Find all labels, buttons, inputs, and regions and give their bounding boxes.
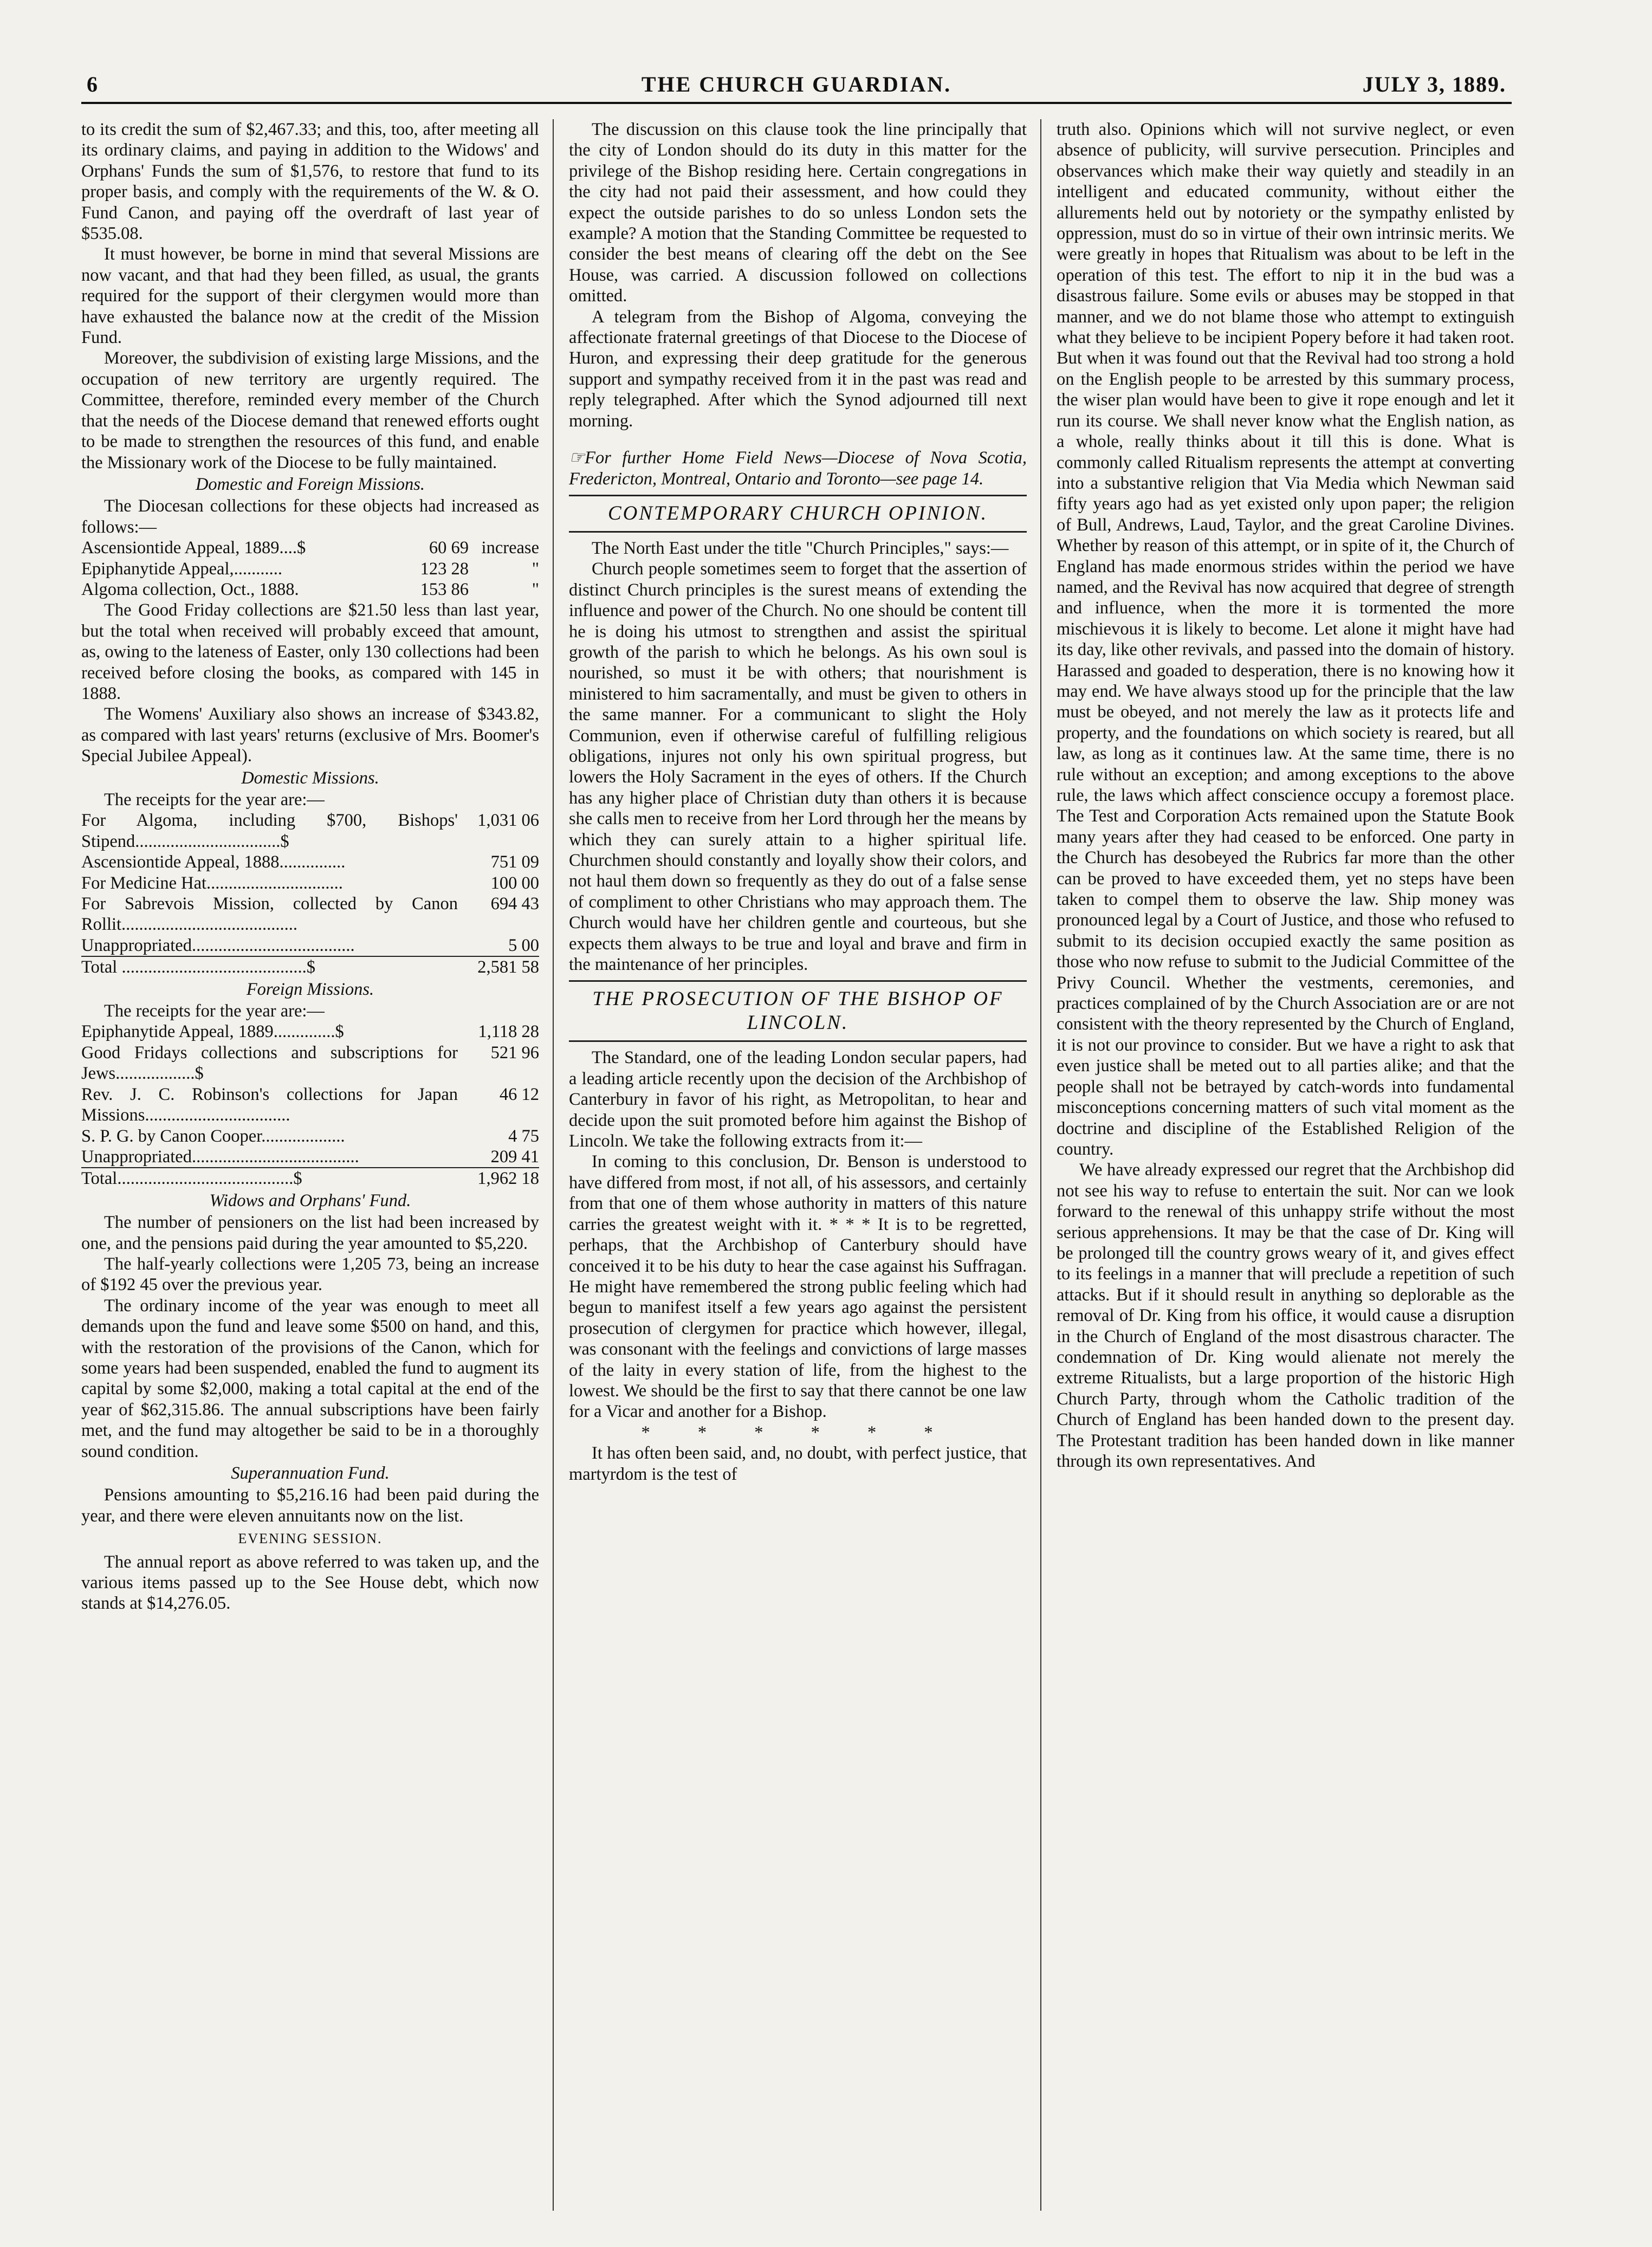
total-amount: 2,581 58 — [477, 957, 539, 977]
column-rule — [553, 119, 554, 2211]
column-3 — [1057, 119, 1514, 2211]
row-label: Good Fridays collections and subscriptions for Jews..................$ — [81, 1042, 458, 1084]
paragraph: The number of pensioners on the list had been increased by one, and the pensions paid during the year amounted to $5,220. — [81, 1213, 539, 1253]
paragraph: The Diocesan collections for these objects had increased as follows:— — [81, 496, 539, 537]
table-row — [81, 873, 539, 893]
divider — [569, 1040, 1027, 1042]
row-label: Epiphanytide Appeal,........... — [81, 559, 282, 579]
paragraph: Church people sometimes seem to forget that the assertion of distinct Church principles is the surest means of extending the influence and power of the Church. No one should be content till he is doing his utmost to strengthen and assist the spiritual growth of the parish to which he belongs. As his own soul is nourished, so must it be with others; that nourishment is ministered to him sacramentally, and must be given to others in the same manner. For a communicant to slight the Holy Communion, even if otherwise careful of fulfilling religious obligations, injures not only his own spiritual progress, but lowers the Holy Sacrament in the eyes of others. If the Church has any higher place of Christian duty than others it is because she calls men to receive from her Lord through her the means by which they can surely attain to a higher spiritual life. Churchmen should constantly and loyally show their colors, and not haul them down so frequently as they do out of a false sense of compliment to other Christians who may approach them. The Church would have her children gentle and courteous, but she expects them always to be true and loyal and brave and firm in the maintenance of her principles. — [569, 559, 1027, 975]
row-label: For Algoma, including $700, Bishops' Stipend.................................$ — [81, 811, 458, 851]
row-note: " — [532, 559, 539, 579]
paragraph: The North East under the title "Church Principles," says:— — [592, 538, 1009, 558]
table-row — [81, 1147, 539, 1168]
row-amount: 60 69 — [429, 538, 469, 558]
paragraph: to its credit the sum of $2,467.33; and this, too, after meeting all its ordinary claims, and paying in addition to the Widows' and Orphans' Funds the sum of $1,576, to restore that fund to its proper basis, and comply with the requirements of the W. & O. Fund Canon, and paying off the overdraft of last year of $535.08. — [81, 120, 539, 244]
total-label: Total........................................$ — [81, 1169, 302, 1189]
paragraph: Pensions amounting to $5,216.16 had been paid during the year, and there were eleven annuitants now on the list. — [81, 1485, 539, 1526]
cross-reference-note: ☞For further Home Field News—Diocese of Nova Scotia, Fredericton, Montreal, Ontario and Toronto—see page 14. — [569, 448, 1027, 489]
domestic-receipts-table — [81, 810, 539, 977]
row-label: Unappropriated..................................... — [81, 935, 355, 955]
total-row — [81, 956, 539, 977]
divider — [569, 531, 1027, 533]
paragraph: The annual report as above referred to was taken up, and the various items passed up to the See House debt, which now stands at $14,276.05. — [81, 1552, 539, 1614]
total-row — [81, 1168, 539, 1189]
total-amount: 1,962 18 — [477, 1169, 539, 1189]
article-headline: CONTEMPORARY CHURCH OPINION. — [607, 502, 988, 524]
foreign-receipts-table — [81, 1021, 539, 1189]
paragraph: The ordinary income of the year was enough to meet all demands upon the fund and leave some $500 on hand, and this, with the restoration of the provisions of the Canon, which for some years had been suspended, enabled the fund to augment its capital by some $2,000, making a total capital at the end of the year of $62,315.86. The annual subscriptions have been fairly met, and the fund may altogether be said to be in a thoroughly sound condition. — [81, 1296, 539, 1461]
row-label: For Sabrevois Mission, collected by Canon Rollit........................................ — [81, 894, 458, 935]
article-headline: THE PROSECUTION OF THE BISHOP OF LINCOLN. — [592, 988, 1003, 1034]
column-rule — [1040, 119, 1041, 2211]
table-row — [81, 1126, 539, 1147]
paragraph: Moreover, the subdivision of existing large Missions, and the occupation of new territory are urgently required. The Committee, therefore, reminded every member of the Church that the needs of the Diocese demand that renewed efforts ought to be made to strengthen the resources of this fund, and enable the Missionary work of the Diocese to be fully maintained. — [81, 348, 539, 472]
paragraph: It has often been said, and, no doubt, with perfect justice, that martyrdom is the test of — [569, 1443, 1027, 1484]
paragraph: The half-yearly collections were 1,205 73, being an increase of $192 45 over the previous year. — [81, 1254, 539, 1295]
row-amount: 4 75 — [508, 1126, 539, 1146]
row-note: " — [532, 579, 539, 599]
table-row — [81, 810, 539, 852]
row-amount: 123 28 — [420, 559, 469, 579]
section-heading: Foreign Missions. — [246, 979, 374, 999]
row-note: increase — [481, 538, 539, 558]
table-row — [81, 559, 539, 579]
column-1 — [81, 119, 539, 2211]
row-amount: 209 41 — [490, 1147, 539, 1167]
paragraph: The receipts for the year are:— — [104, 1001, 325, 1021]
section-heading: EVENING SESSION. — [238, 1531, 383, 1547]
paragraph: The receipts for the year are:— — [104, 790, 325, 810]
issue-date: JULY 3, 1889. — [1362, 72, 1506, 96]
paragraph: The discussion on this clause took the line principally that the city of London should do its duty in this matter for the privilege of the Bishop residing here. Certain congregations in the city had not paid their assessment, and how could they expect the outside parishes to do so unless London sets the example? A motion that the Standing Committee be requested to consider the best means of clearing off the debt on the See House, was carried. A discussion followed on collections omitted. — [569, 120, 1027, 306]
masthead — [81, 69, 1512, 104]
divider — [569, 980, 1027, 982]
page-number: 6 — [87, 72, 98, 96]
table-row — [81, 893, 539, 935]
paragraph: The Standard, one of the leading London secular papers, had a leading article recently upon the decision of the Archbishop of Canterbury in favor of his right, as Metropolitan, to hear and decide upon the suit promoted before him against the Bishop of Lincoln. We take the following extracts from it:— — [569, 1048, 1027, 1151]
table-row — [81, 852, 539, 872]
total-label: Total ..........................................$ — [81, 957, 315, 977]
row-label: For Medicine Hat............................... — [81, 873, 343, 893]
table-row — [81, 1021, 539, 1042]
row-label: Unappropriated...................................... — [81, 1147, 359, 1167]
row-label: S. P. G. by Canon Cooper................... — [81, 1126, 345, 1146]
divider — [569, 495, 1027, 496]
row-label: Epiphanytide Appeal, 1889..............$ — [81, 1022, 344, 1042]
row-label: Ascensiontide Appeal, 1889....$ — [81, 538, 306, 558]
section-heading: Widows and Orphans' Fund. — [209, 1190, 411, 1210]
row-amount: 100 00 — [490, 873, 539, 893]
row-amount: 521 96 — [490, 1042, 539, 1063]
paragraph: We have already expressed our regret that the Archbishop did not see his way to refuse to entertain the suit. Nor can we look forward to the renewal of this unhappy strife without the most serious apprehensions. It may be that the case of Dr. King will be prolonged till the country grows weary of it, and gives effect to its feelings in a manner that will preclude a repetition of such attacks. But if it should result in anything so deplorable as the removal of Dr. King from his office, it would cause a disruption in the Church of England of the most disastrous character. The condemnation of Dr. King would alienate not merely the extreme Ritualists, but a large proportion of the historic High Church Party, through whom the Catholic tradition of the Church of England has been handed down to the present day. The Protestant tradition has been handed down in like manner through its own representatives. And — [1057, 1160, 1514, 1471]
paragraph: truth also. Opinions which will not survive neglect, or even absence of publicity, will survive persecution. Principles and observances which make their way quietly and steadily in an intelligent and educated community, without either the allurements held out by notoriety or the sympathy enlisted by oppression, must do so in virtue of their own intrinsic merits. We were greatly in hopes that Ritualism was about to be left in the operation of this test. The effort to nip it in the bud was a disastrous failure. Some evils or abuses may be stopped in that manner, and we do not blame those who attempt to extinguish what they believe to be incipient Popery before it had taken root. But when it was found out that the Revival had too strong a hold on the English people to be arrested by this summary process, the wiser plan would have been to give it rope enough and let it run its course. We shall never know what the English nation, as a whole, really thinks about it till this is done. What is commonly called Ritualism represents the attempt at converting into a substantive religion that Via Media which Newman said fifty years ago had as yet existed only upon paper; the religion of Bull, Andrews, Laud, Taylor, and the great Caroline Divines. Whether by reason of this attempt, or in spite of it, the Church of England has made enormous strides within the period we have named, and the Revival has now acquired that degree of strength and influence, when the more it is tormented the more mischievous it is likely to become. Let alone it might have had its day, like other revivals, and passed into the domain of history. Harassed and goaded to desperation, there is no knowing how it may end. We have always stood up for the principle that the law must be obeyed, and not merely the law as it protects life and property, and the foundations on which society is reared, but all law, as long as it continues law. At the same time, there is no rule without an exception; and among exceptions to the above rule, the laws which affect conscience occupy a foremost place. The Test and Corporation Acts remained upon the Statute Book many years after they had ceased to be enforced. One party in the Church has desobeyed the Rubrics far more than the other can be proved to have exceeded them, yet no steps have been taken to compel them to observe the law. Ship money was pronounced legal by a Court of Justice, and those who refused to submit to its decision occupied exactly the same position as those who now refuse to submit to the Judicial Committee of the Privy Council. Whether the vestments, ceremonies, and practices complained of by the Church Association are or are not consistent with the theory represented by the Church of England, it is not our province to consider. But we have a right to ask that even justice shall be meted out to all parties alike; and that the people shall not be betrayed by catch-words into fundamental misconceptions concerning matters of such vital moment as the doctrine and discipline of the Established Religion of the country. — [1057, 120, 1514, 1159]
section-heading: Domestic Missions. — [241, 768, 379, 788]
paragraph: A telegram from the Bishop of Algoma, conveying the affectionate fraternal greetings of that Diocese to the Diocese of Huron, and expressing their deep gratitude for the generous support and sympathy received from it in the past was read and reply telegraphed. After which the Synod adjourned till next morning. — [569, 307, 1027, 431]
row-amount: 46 12 — [499, 1084, 539, 1104]
row-amount: 694 43 — [490, 894, 539, 914]
row-amount: 153 86 — [420, 579, 469, 599]
table-row — [81, 538, 539, 558]
section-heading: Domestic and Foreign Missions. — [195, 474, 425, 494]
newspaper-title: THE CHURCH GUARDIAN. — [641, 72, 952, 96]
paragraph: The Good Friday collections are $21.50 less than last year, but the total when received will probably exceed that amount, as, owing to the lateness of Easter, only 130 collections had been received before closing the books, as compared with 145 in 1888. — [81, 600, 539, 703]
paragraph: In coming to this conclusion, Dr. Benson is understood to have differed from most, if not all, of his assessors, and certainly from that one of them whose authority in matters of this nature carries the greatest weight with it. * * * It is to be regretted, perhaps, that the Archbishop of Canterbury should have conceived it to be his duty to hear the case against his Suffragan. He might have remembered the strong public feeling which had begun to manifest itself a few years ago against the persistent prosecution of clergymen for practice which however, illegal, was consonant with the feelings and convictions of large masses of the laity in every station of life, from the highest to the lowest. We should be the first to say that there cannot be one law for a Vicar and another for a Bishop. — [569, 1152, 1027, 1422]
row-label: Rev. J. C. Robinson's collections for Japan Missions................................. — [81, 1084, 458, 1125]
row-amount: 1,118 28 — [478, 1022, 539, 1042]
paragraph: The Womens' Auxiliary also shows an increase of $343.82, as compared with last years' returns (exclusive of Mrs. Boomer's Special Jubilee Appeal). — [81, 704, 539, 766]
row-amount: 1,031 06 — [477, 811, 539, 831]
table-row — [81, 1042, 539, 1084]
row-label: Algoma collection, Oct., 1888. — [81, 579, 299, 599]
row-amount: 5 00 — [508, 935, 539, 955]
table-row — [81, 935, 539, 956]
row-label: Ascensiontide Appeal, 1888............... — [81, 852, 346, 872]
increase-table — [81, 538, 539, 600]
column-2 — [569, 119, 1027, 2211]
paragraph: It must however, be borne in mind that several Missions are now vacant, and that had they been filled, as usual, the grants required for the support of their clergymen would more than have exhausted the balance now at the credit of the Mission Fund. — [81, 244, 539, 348]
table-row — [81, 1084, 539, 1126]
row-amount: 751 09 — [490, 852, 539, 872]
section-heading: Superannuation Fund. — [231, 1464, 390, 1483]
table-row — [81, 579, 539, 600]
section-break-stars: * * * * * * — [641, 1422, 955, 1442]
